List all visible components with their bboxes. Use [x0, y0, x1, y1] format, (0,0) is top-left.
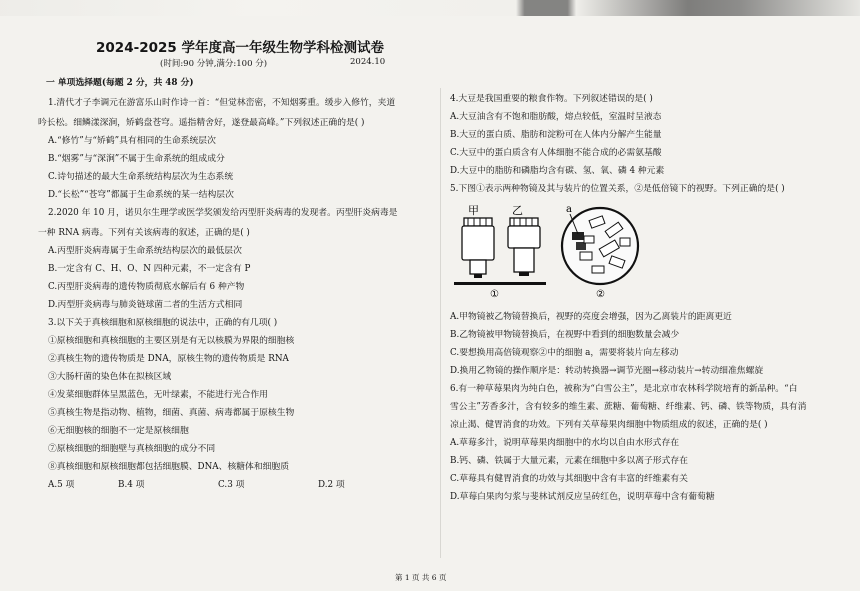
question-2-option-b: B.一定含有 C、H、O、N 四种元素，不一定含有 P	[48, 264, 251, 274]
question-2-stem-line1: 2.2020 年 10 月，诺贝尔生理学或医学奖颁发给丙型肝炎病毒的发现者。丙型肝炎病毒是	[48, 208, 398, 218]
objective-jia-icon	[462, 218, 494, 278]
question-6-option-a: A.草莓多汁，说明草莓果肉细胞中的水均以自由水形式存在	[450, 438, 680, 448]
question-3-option-d: D.2 项	[318, 480, 345, 490]
page-footer: 第 1 页 共 6 页	[395, 573, 447, 582]
question-5-option-b: B.乙物镜被甲物镜替换后，在视野中看到的细胞数量会减少	[450, 330, 680, 340]
question-1-stem-line1: 1.清代才子李调元在游富乐山时作诗一首：“但觉林峦密，不知烟雾重。缓步入修竹，夹道	[48, 98, 396, 108]
slide-bar	[454, 282, 546, 285]
question-3-item-6: ⑥无细胞核的细胞不一定是原核细胞	[48, 426, 189, 436]
question-6-stem-line3: 凉止渴、健胃消食的功效。下列有关草莓果肉细胞中物质组成的叙述，正确的是( )	[450, 420, 768, 430]
question-4-option-c: C.大豆中的蛋白质含有人体细胞不能合成的必需氨基酸	[450, 148, 662, 158]
question-2-option-c: C.丙型肝炎病毒的遗传物质彻底水解后有 6 种产物	[48, 282, 245, 292]
label-jia: 甲	[468, 204, 479, 217]
label-yi: 乙	[512, 204, 523, 217]
question-3-option-c: C.3 项	[218, 480, 245, 490]
question-2-stem-line2: 一种 RNA 病毒。下列有关该病毒的叙述，正确的是( )	[38, 228, 250, 238]
question-6-option-d: D.草莓白果肉匀浆与斐林试剂反应呈砖红色，说明草莓中含有葡萄糖	[450, 492, 715, 502]
question-3-item-5: ⑤真核生物是指动物、植物，细菌、真菌、病毒都属于原核生物	[48, 408, 295, 418]
question-3-option-a: A.5 项	[48, 480, 75, 490]
question-3-item-8: ⑧真核细胞和原核细胞都包括细胞膜、DNA、核糖体和细胞质	[48, 462, 290, 472]
question-1-option-b: B.“烟雾”与“深涧”不属于生命系统的组成成分	[48, 154, 225, 164]
section-heading: 一 单项选择题(每题 2 分，共 48 分)	[46, 78, 194, 88]
question-6-stem-line1: 6.有一种草莓果肉为纯白色，被称为“白雪公主”，是北京市农林科学院培育的新品种。“白	[450, 384, 798, 394]
question-3-item-7: ⑦原核细胞的细胞壁与真核细胞的成分不同	[48, 444, 216, 454]
scan-top-edge	[0, 0, 860, 16]
question-3-item-4: ④发菜细胞群体呈黑蓝色，无叶绿素，不能进行光合作用	[48, 390, 268, 400]
question-6-option-c: C.草莓具有健胃消食的功效与其细胞中含有丰富的纤维素有关	[450, 474, 688, 484]
question-3-options	[38, 478, 428, 492]
question-6-option-b: B.钙、磷、铁属于大量元素，元素在细胞中多以离子形式存在	[450, 456, 688, 466]
page-fold-line	[440, 88, 441, 558]
question-2-option-a: A.丙型肝炎病毒属于生命系统结构层次的最低层次	[48, 246, 242, 256]
question-3-item-1: ①原核细胞和真核细胞的主要区别是有无以核膜为界限的细胞核	[48, 336, 295, 346]
question-6-stem-line2: 雪公主”芳香多汁，含有较多的维生素、蔗糖、葡萄糖、纤维素、钙、磷、铁等物质，具有消	[450, 402, 807, 412]
right-column	[450, 92, 850, 504]
microscope-figure-svg	[450, 196, 850, 300]
question-5-option-d: D.换用乙物镜的操作顺序是：转动转换器→调节光圈→移动装片→转动细准焦螺旋	[450, 366, 764, 376]
field-of-view-icon	[562, 208, 638, 284]
question-4-stem: 4.大豆是我国重要的粮食作物。下列叙述错误的是( )	[450, 94, 653, 104]
objective-yi-icon	[508, 218, 540, 276]
question-1-option-d: D.“长松”“苍穹”都属于生命系统的某一结构层次	[48, 190, 234, 200]
question-4-option-d: D.大豆中的脂肪和磷脂均含有碳、氢、氧、磷 4 种元素	[450, 166, 665, 176]
exam-date: 2024.10	[350, 57, 386, 67]
question-1-stem-line2: 吟长松。细鳞漾深涧，矫鹤盘苍穹。遥指精舍好，遂登最高峰。”下列叙述正确的是( )	[38, 118, 365, 128]
question-3-item-2: ②真核生物的遗传物质是 DNA，原核生物的遗传物质是 RNA	[48, 354, 289, 364]
microscope-figure	[450, 196, 850, 300]
question-1-option-c: C.诗句描述的最大生命系统结构层次为生态系统	[48, 172, 234, 182]
question-5-option-c: C.要想换用高倍镜观察②中的细胞 a，需要将装片向左移动	[450, 348, 679, 358]
label-figure-2: ②	[596, 289, 605, 300]
exam-title: 2024-2025 学年度高一年级生物学科检测试卷	[96, 40, 384, 56]
question-5-stem: 5.下图①表示两种物镜及其与装片的位置关系，②是低倍镜下的视野。下列正确的是( )	[450, 184, 785, 194]
left-column	[38, 76, 428, 492]
question-3-stem: 3.以下关于真核细胞和原核细胞的说法中，正确的有几项( )	[48, 318, 278, 328]
question-4-option-a: A.大豆油含有不饱和脂肪酸，熔点较低，室温时呈液态	[450, 112, 662, 122]
exam-info: (时间:90 分钟,满分:100 分)	[160, 59, 268, 69]
question-3-option-b: B.4 项	[118, 480, 145, 490]
question-1-option-a: A.“修竹”与“矫鹤”具有相同的生命系统层次	[48, 136, 216, 146]
question-4-option-b: B.大豆的蛋白质、脂肪和淀粉可在人体内分解产生能量	[450, 130, 662, 140]
question-5-option-a: A.甲物镜被乙物镜替换后，视野的亮度会增强，因为乙离装片的距离更近	[450, 312, 732, 322]
label-figure-1: ①	[490, 289, 499, 300]
question-3-item-3: ③大肠杆菌的染色体在拟核区域	[48, 372, 172, 382]
label-cell-a: a	[566, 204, 572, 215]
question-2-option-d: D.丙型肝炎病毒与肺炎链球菌二者的生活方式相同	[48, 300, 243, 310]
